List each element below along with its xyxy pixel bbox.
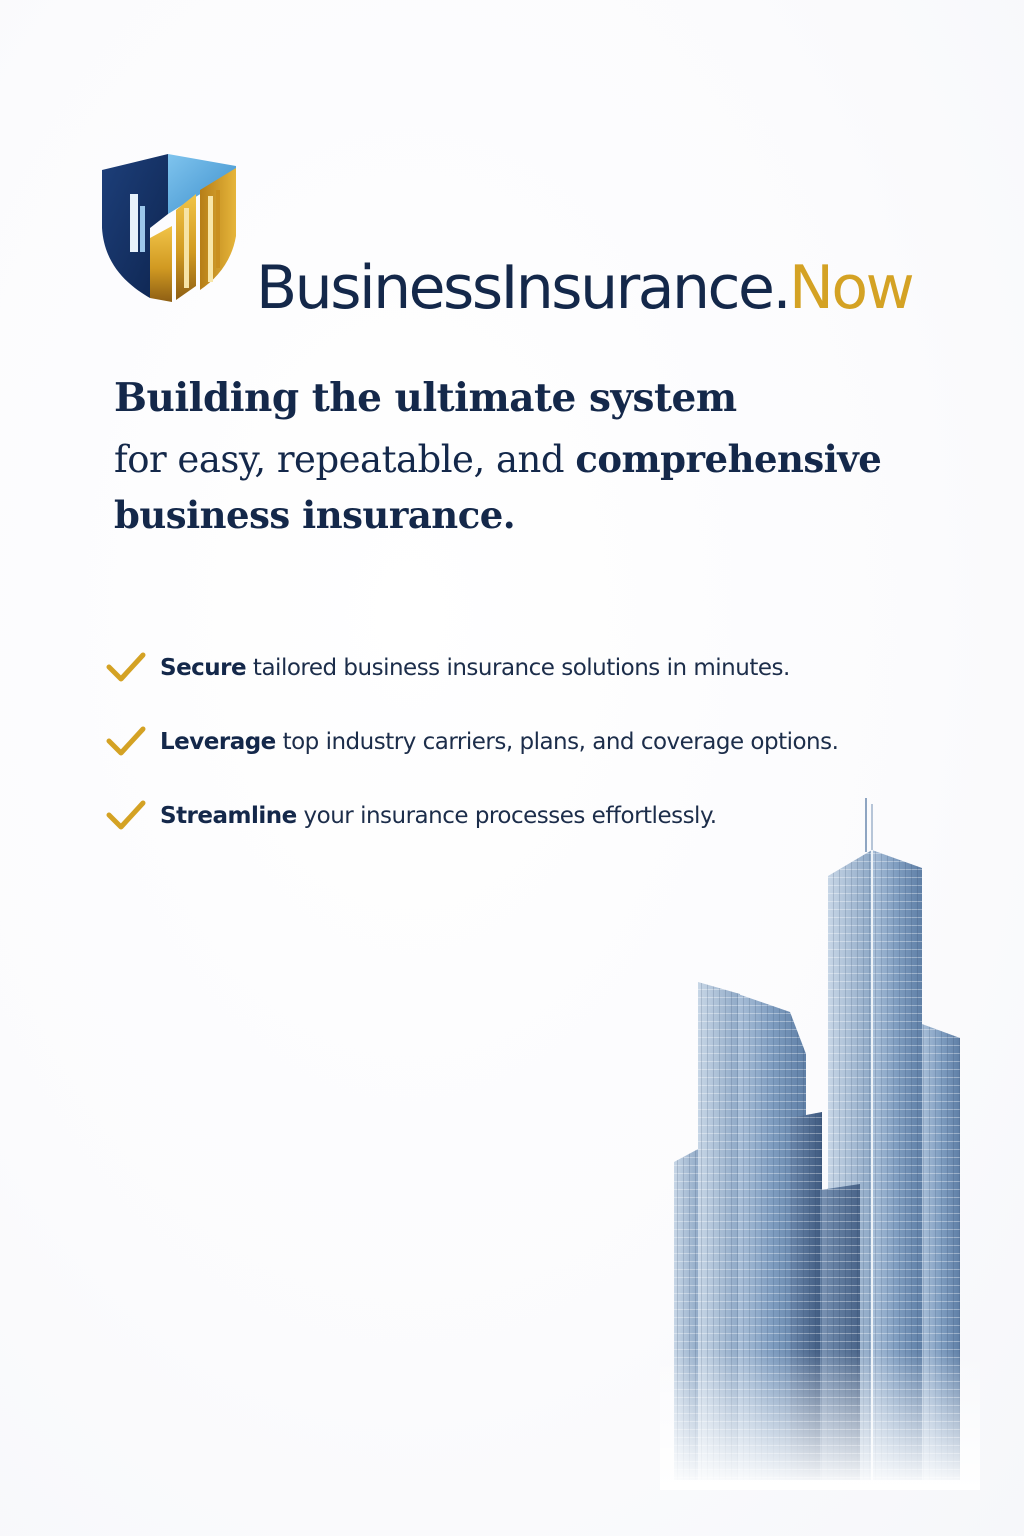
feature-text — [160, 803, 717, 829]
feature-lead: Streamline — [160, 803, 297, 829]
feature-body: your insurance processes effortlessly. — [296, 803, 717, 829]
brand-name — [256, 253, 913, 323]
feature-body: tailored business insurance solutions in minutes. — [246, 655, 790, 681]
brand-name-main: BusinessInsurance. — [256, 253, 790, 323]
checkmark-icon — [106, 651, 146, 685]
feature-lead: Secure — [160, 655, 247, 681]
shield-chart-logo-icon — [100, 152, 238, 302]
feature-lead: Leverage — [160, 729, 276, 755]
brand-name-tld: Now — [789, 253, 913, 323]
checkmark-icon — [106, 799, 146, 833]
brand-logo — [100, 152, 913, 323]
skyscrapers-illustration — [660, 790, 980, 1490]
feature-text — [160, 655, 790, 681]
headline-line-1: Building the ultimate system — [114, 375, 737, 421]
feature-item-secure — [106, 648, 886, 688]
headline — [114, 372, 934, 541]
headline-line-2 — [114, 430, 934, 489]
feature-text — [160, 729, 838, 755]
headline-line-3: business insurance. — [114, 493, 516, 537]
feature-body: top industry carriers, plans, and coverage options. — [275, 729, 839, 755]
headline-line-2-bold: comprehensive — [575, 437, 882, 481]
checkmark-icon — [106, 725, 146, 759]
feature-item-leverage — [106, 722, 886, 762]
headline-line-2-regular: for easy, repeatable, and — [114, 438, 576, 481]
